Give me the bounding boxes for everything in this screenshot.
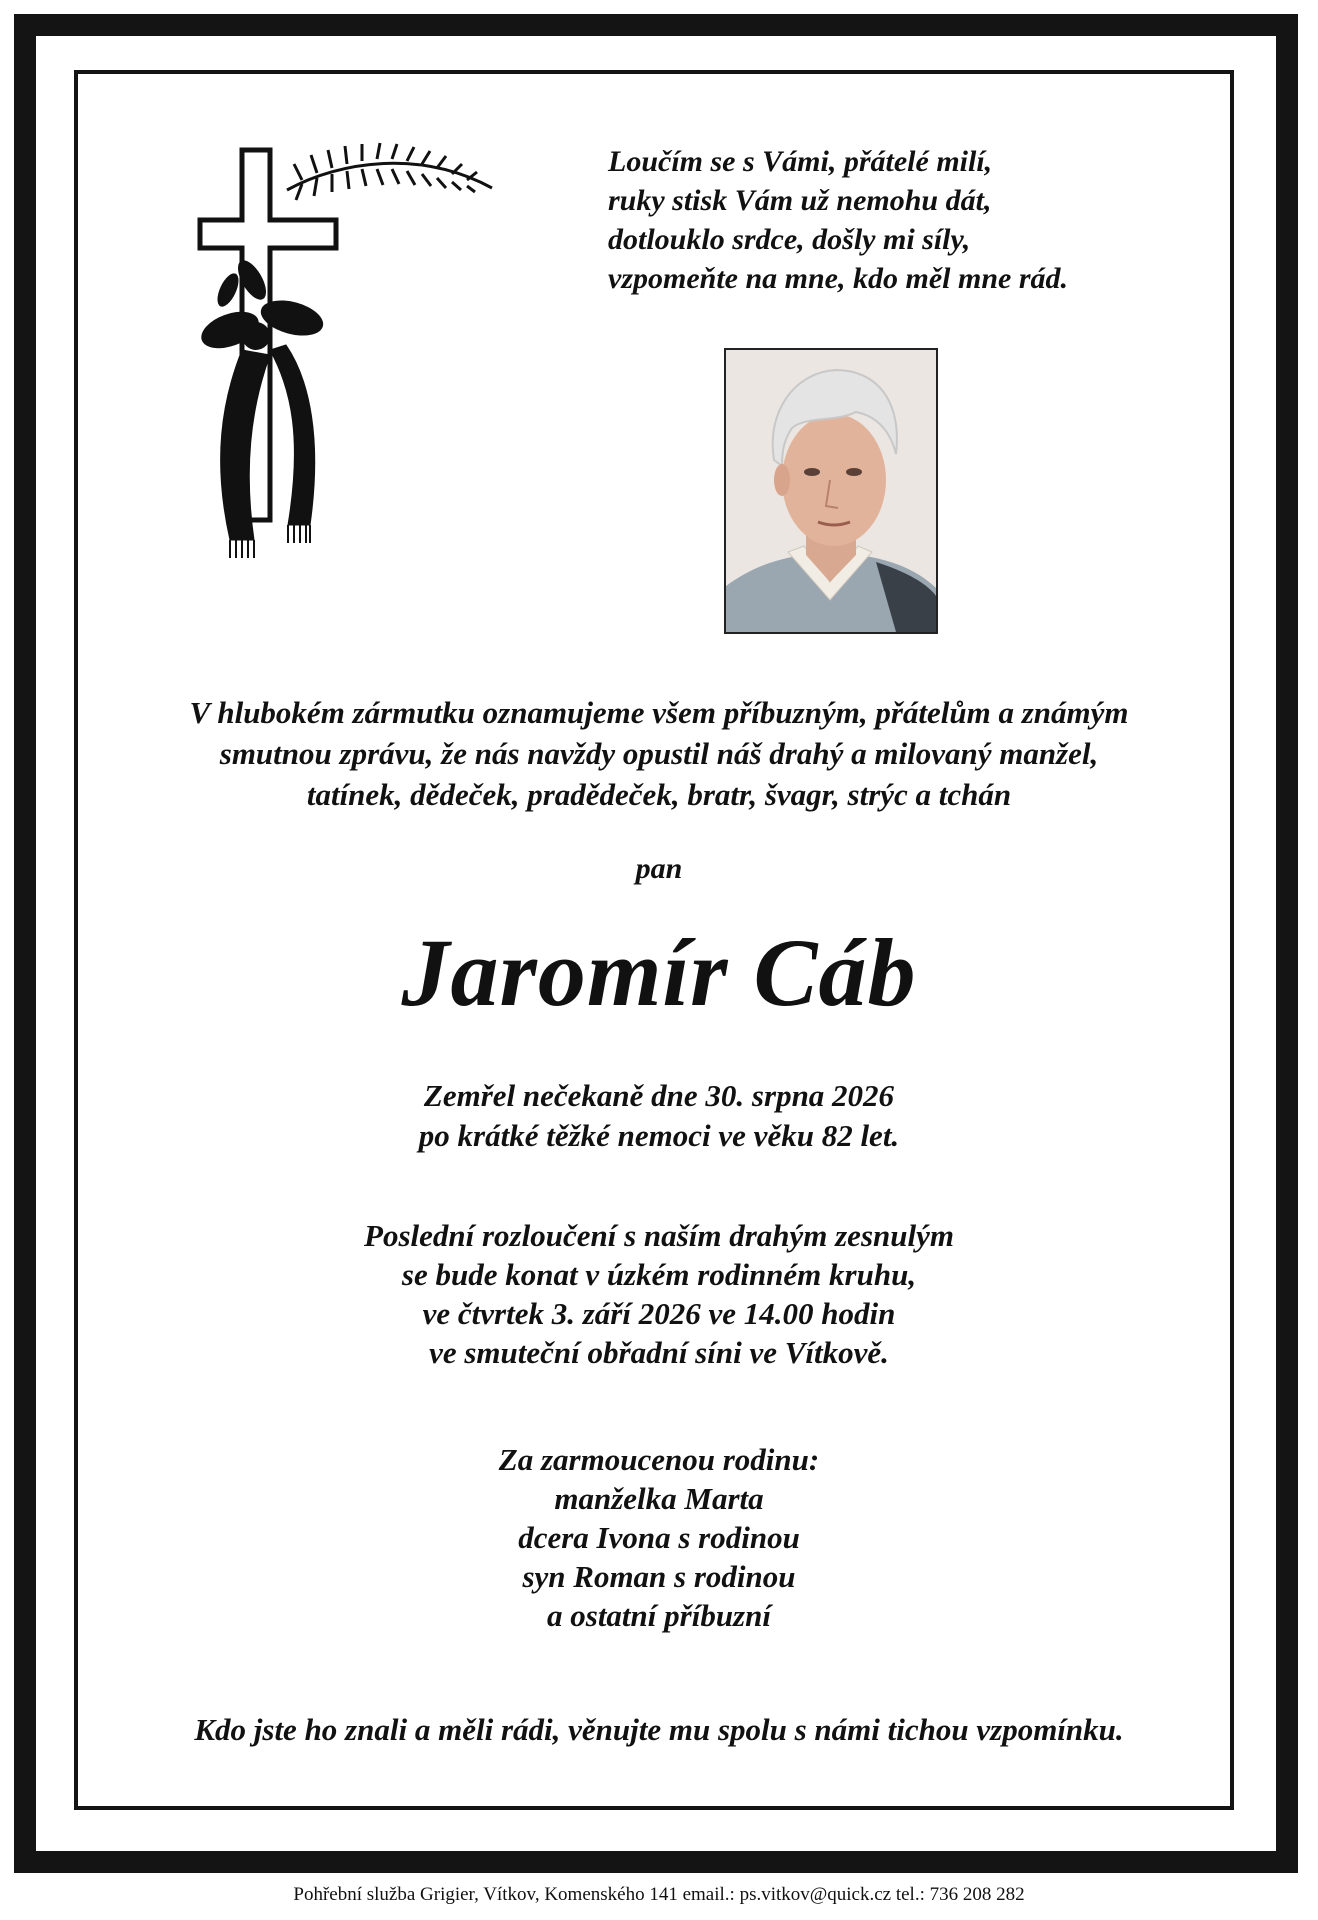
deceased-name: Jaromír Cáb <box>401 919 917 1026</box>
funeral-line: ve smuteční obřadní síni ve Vítkově. <box>429 1335 889 1370</box>
funeral-line: Poslední rozloučení s naším drahým zesnulým <box>364 1218 954 1253</box>
death-line: Zemřel nečekaně dne 30. srpna 2026 <box>423 1078 895 1113</box>
family-signature <box>76 1440 1242 1635</box>
closing-message: Kdo jste ho znali a měli rádi, věnujte mu spolu s námi tichou vzpomínku. <box>194 1712 1124 1747</box>
family-line: Za zarmoucenou rodinu: <box>498 1442 820 1477</box>
funeral-service-footer: Pohřební služba Grigier, Vítkov, Komenského 141 email.: ps.vitkov@quick.cz tel.: 736 208 282 <box>293 1884 1025 1905</box>
funeral-line: ve čtvrtek 3. září 2026 ve 14.00 hodin <box>422 1296 896 1331</box>
family-line: syn Roman s rodinou <box>522 1559 796 1594</box>
portrait-photo-image <box>726 350 936 632</box>
portrait-photo <box>724 348 938 634</box>
family-line: a ostatní příbuzní <box>547 1598 771 1633</box>
funeral-line: se bude konat v úzkém rodinném kruhu, <box>401 1257 917 1292</box>
palm-leaf-icon <box>287 143 492 200</box>
announcement-text <box>76 692 1242 815</box>
family-line: manželka Marta <box>554 1481 764 1516</box>
announcement-line: V hlubokém zármutku oznamujeme všem příbuzným, přátelům a známým <box>189 695 1129 730</box>
announcement-line: tatínek, dědeček, pradědeček, bratr, švagr, strýc a tchán <box>306 777 1012 812</box>
honorific: pan <box>635 852 683 885</box>
poem-line: dotlouklo srdce, došly mi síly, <box>608 223 971 256</box>
farewell-poem <box>608 142 1168 298</box>
death-info <box>76 1076 1242 1156</box>
funeral-info <box>76 1216 1242 1372</box>
poem-line: vzpomeňte na mne, kdo měl mne rád. <box>608 262 1068 295</box>
poem-line: ruky stisk Vám už nemohu dát, <box>608 184 992 217</box>
death-line: po krátké těžké nemoci ve věku 82 let. <box>418 1118 900 1153</box>
cross-with-palm-icon <box>192 140 502 570</box>
family-line: dcera Ivona s rodinou <box>518 1520 800 1555</box>
poem-line: Loučím se s Vámi, přátelé milí, <box>608 145 993 178</box>
announcement-line: smutnou zprávu, že nás navždy opustil náš drahý a milovaný manžel, <box>219 736 1099 771</box>
